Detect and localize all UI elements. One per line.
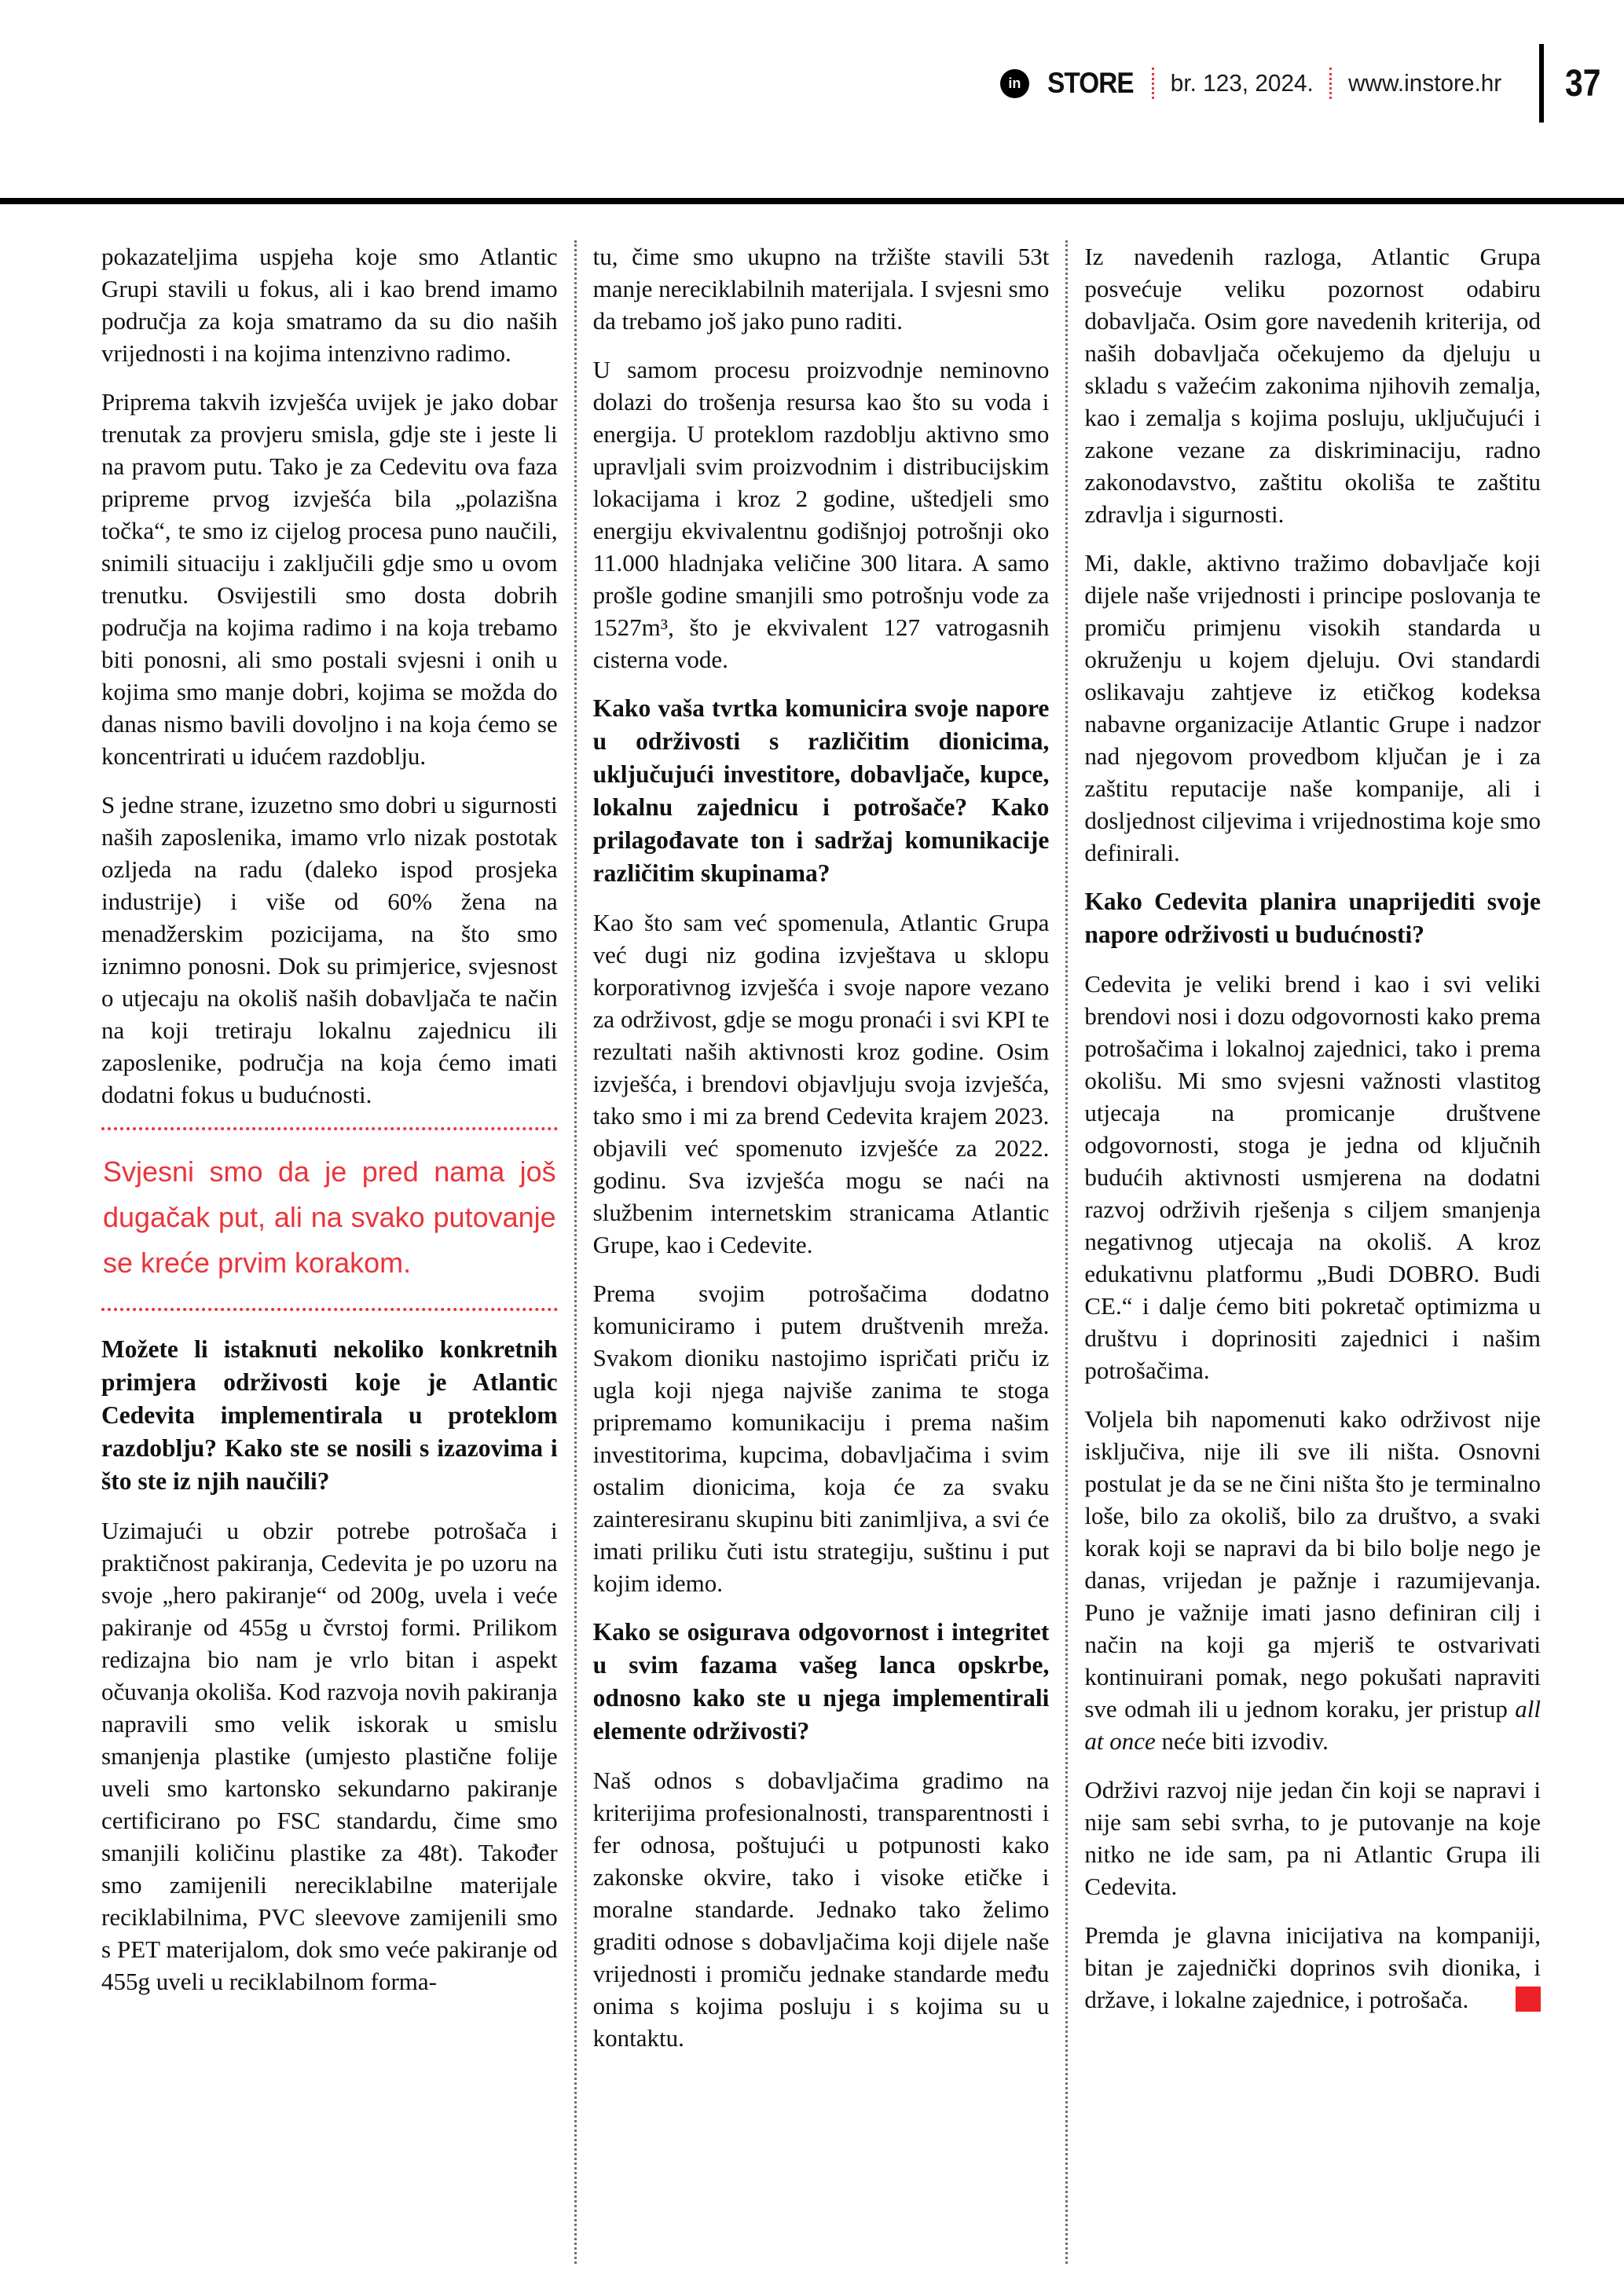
- paragraph: Mi, dakle, aktivno tražimo dobavljače koji dijele naše vrijednosti i principe poslovanja te promiču primjenu visokih standarda u okruženju u kojem djeluju. Ovi standardi oslikavaju zahtjeve iz etičkog kodeksa nabavne organizacije Atlantic Grupe i nadzor nad njegovom provedbom ključan je i za zaštitu reputacije naše kompanije, ali i dosljednost ciljevima i vrijednostima koje smo definirali.: [1084, 549, 1542, 866]
- website-url: www.instore.hr: [1348, 69, 1502, 97]
- header-divider-icon: [1329, 68, 1332, 99]
- question-heading: Možete li istaknuti nekoliko konkretnih primjera održivosti koje je Atlantic Cedevita implementirala u proteklom razdoblju? Kako ste se nosili s izazovima i što ste iz njih naučili?: [101, 1335, 558, 1495]
- paragraph: Održivi razvoj nije jedan čin koji se napravi i nije sam sebi svrha, to je putovanje na koje nitko ne ide sam, pa ni Atlantic Grupa ili Cedevita.: [1084, 1776, 1542, 1900]
- issue-number: br. 123, 2024.: [1170, 69, 1314, 97]
- paragraph: Naš odnos s dobavljačima gradimo na kriterijima profesionalnosti, transparentnosti i fer odnosa, poštujući u potpunosti kako zakonske okvire, tako i visoke etičke i moralne standarde. Jednako tako želimo graditi odnose s dobavljačima koji dijele naše vrijednosti i promiču jednake standarde među onima s kojima posluju i s kojima su u kontaktu.: [592, 1767, 1050, 2052]
- paragraph: Prema svojim potrošačima dodatno komuniciramo i putem društvenih mreža. Svakom dioniku nastojimo ispričati priču iz ugla koji njega najviše zanima te stoga pripremamo komunikaciju i prema našim investitorima, kupcima, dobavljačima i svim ostalim dionicima, koja će za svaku zainteresiranu skupinu biti zanimljiva, a svi će imati priliku čuti istu strategiju, suštinu i put kojim idemo.: [592, 1280, 1050, 1597]
- instore-logo-icon: in: [1000, 69, 1029, 98]
- paragraph: Cedevita je veliki brend i kao i svi veliki brendovi nosi i dozu odgovornosti kako prema potrošačima i lokalnoj zajednici, tako i prema okolišu. Mi smo svjesni važnosti vlastitog utjecaja na promicanje društvene odgovornosti, stoga je jedna od ključnih budućih aktivnosti usmjerena na dodatni razvoj održivih rješenja s ciljem smanjenja negativnog utjecaja na okoliš. A kroz edukativnu platformu „Budi DOBRO. Budi CE.“ i dalje ćemo biti pokretač optimizma u društvu i doprinositi zajednici i našim potrošačima.: [1084, 970, 1542, 1384]
- text-column: [1065, 240, 1541, 2264]
- pull-quote: Svjesni smo da je pred nama još dugačak put, ali na svako putovanje se kreće prvim korakom.: [101, 1127, 558, 1311]
- paragraph: U samom procesu proizvodnje neminovno dolazi do trošenja resursa kao što su voda i energija. U proteklom razdoblju aktivno smo upravljali svim proizvodnim i distribucijskim lokacijama i kroz 2 godine, uštedjeli smo energiju ekvivalentnu godišnjoj potrošnji oko 11.000 hladnjaka veličine 300 litara. A samo prošle godine smanjili smo potrošnju vode za 1527m³, što je ekvivalent 127 vatrogasnih cisterna vode.: [592, 356, 1050, 673]
- paragraph: Uzimajući u obzir potrebe potrošača i praktičnost pakiranja, Cedevita je po uzoru na svoje „hero pakiranje“ od 200g, uvela i veće pakiranje od 455g u čvrstoj formi. Prilikom redizajna bio nam je vrlo bitan i aspekt očuvanja okoliša. Kod razvoja novih pakiranja napravili smo velik iskorak u smislu smanjenja plastike (umjesto plastične folije uveli smo kartonsko sekundarno pakiranje certificirano po FSC standardu, čime smo smanjili količinu plastike za 48t). Također smo zamijenili nereciklabilne materijale reciklabilnima, PVC sleevove zamijenili smo s PET materijalom, dok smo veće pakiranje od 455g uveli u reciklabilnom forma-: [101, 1517, 558, 1995]
- page-header: [1000, 44, 1604, 123]
- top-rule: [0, 198, 1624, 204]
- text-column: [101, 240, 558, 2264]
- paragraph: Iz navedenih razloga, Atlantic Grupa posvećuje veliku pozornost odabiru dobavljača. Osim gore navedenih kriterija, od naših dobavljača očekujemo da djeluju u skladu s važećim zakonima njihovih zemalja, kao i zemalja s kojima posluju, uključujući i zakone vezane za diskriminaciju, radno zakonodavstvo, zaštitu okoliša te zaštitu zdravlja i sigurnosti.: [1084, 243, 1542, 528]
- paragraph: Priprema takvih izvješća uvijek je jako dobar trenutak za provjeru smisla, gdje ste i jeste li na pravom putu. Tako je za Cedevitu ova faza pripreme prvog izvješća bila „polazišna točka“, te smo iz cijelog procesa puno naučili, snimili situaciju i zaključili gdje smo u ovom trenutku. Osvijestili smo dosta dobrih područja na kojima radimo i na koja trebamo biti ponosni, ali smo postali svjesni i onih u kojima smo manje dobri, kojima se možda do danas nismo bavili dovoljno i na koja ćemo se koncentrirati u idućem razdoblju.: [101, 388, 558, 770]
- question-heading: Kako vaša tvrtka komunicira svoje napore u održivosti s različitim dionicima, uključujući investitore, dobavljače, kupce, lokalnu zajednicu i potrošače? Kako prilagođavate ton i sadržaj komunikacije različitim skupinama?: [592, 694, 1050, 887]
- article-end-marker: [1516, 1987, 1541, 2012]
- header-divider-icon: [1152, 68, 1154, 99]
- question-heading: Kako se osigurava odgovornost i integritet u svim fazama vašeg lanca opskrbe, odnosno kako ste u njega implementirali elemente održivosti?: [592, 1618, 1050, 1745]
- paragraph: pokazateljima uspjeha koje smo Atlantic Grupi stavili u fokus, ali i kao brend imamo područja za koja smatramo da su dio naših vrijednosti i na kojima intenzivno radimo.: [101, 243, 558, 367]
- paragraph: tu, čime smo ukupno na tržište stavili 53t manje nereciklabilnih materijala. I svjesni smo da trebamo još jako puno raditi.: [592, 243, 1050, 335]
- article-columns: [101, 240, 1541, 2264]
- paragraph: Kao što sam već spomenula, Atlantic Grupa već dugi niz godina izvještava u sklopu korporativnog izvješća i svoje napore vezano za održivost, gdje se mogu pronaći i svi KPI te rezultati naših aktivnosti kroz godine. Osim izvješća, i brendovi objavljuju svoja izvješća, tako smo i mi za brend Cedevita krajem 2023. objavili već spomenuto izvješće za 2022. godinu. Sva izvješća mogu se naći na službenim internetskim stranicama Atlantic Grupe, kao i Cedevite.: [592, 909, 1050, 1258]
- page-number: 37: [1564, 62, 1600, 104]
- paragraph: Voljela bih napomenuti kako održivost nije isključiva, nije ili sve ili ništa. Osnovni postulat je da se ne čini ništa što je terminalno loše, bilo za okoliš, bilo za društvo, a svaki korak koji se napravi da bi bilo bolje nego je danas, vrijedan je pažnje i razumijevanja. Puno je važnije imati jasno definiran cilj i način na koji ga mjeriš te ostvarivati kontinuirani pomak, nego pokušati napraviti sve odmah ili u jednom koraku, jer pristup all at once neće biti izvodiv.: [1084, 1405, 1542, 1755]
- magazine-brand: STORE: [1047, 67, 1134, 99]
- paragraph: Premda je glavna inicijativa na kompaniji, bitan je zajednički doprinos svih dionika, i države, i lokalne zajednice, i potrošača.: [1084, 1921, 1542, 2013]
- text-column: [574, 240, 1050, 2264]
- question-heading: Kako Cedevita planira unaprijediti svoje napore održivosti u budućnosti?: [1084, 888, 1542, 948]
- header-vertical-bar: [1539, 44, 1544, 123]
- paragraph: S jedne strane, izuzetno smo dobri u sigurnosti naših zaposlenika, imamo vrlo nizak postotak ozljeda na radu (daleko ispod prosjeka industrije) i više od 60% žena na menadžerskim pozicijama, na što smo iznimno ponosni. Dok su primjerice, svjesnost o utjecaju na okoliš naših dobavljača te način na koji tretiraju lokalnu zajednicu ili zaposlenike, područja na koja ćemo imati dodatni fokus u budućnosti.: [101, 791, 558, 1108]
